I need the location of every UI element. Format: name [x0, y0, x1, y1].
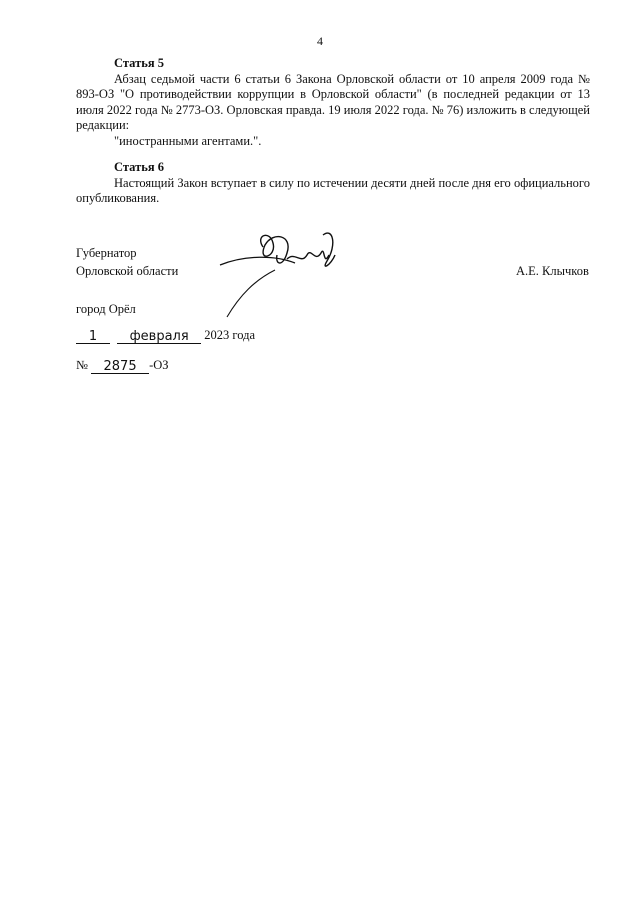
article-6-text: Настоящий Закон вступает в силу по истечении десяти дней после дня его официального опубликования. [76, 175, 590, 205]
governor-name: А.Е. Клычков [516, 264, 589, 278]
signing-date [76, 326, 255, 344]
date-month: февраля [129, 329, 189, 344]
governor-title-line2: Орловской области [76, 264, 179, 278]
place-of-signing: город Орёл [76, 302, 136, 316]
number-prefix: № [76, 358, 88, 372]
article-6-heading: Статья 6 [114, 160, 164, 174]
date-day-field [76, 327, 110, 344]
date-day: 1 [88, 329, 98, 344]
law-number [76, 356, 169, 374]
article-5-quote: "иностранными агентами.". [114, 133, 262, 148]
page-number: 4 [317, 34, 323, 48]
article-5 [76, 56, 590, 149]
handwritten-signature [215, 225, 355, 320]
number-value: 2875 [103, 359, 137, 374]
number-suffix: -ОЗ [149, 358, 169, 372]
date-month-field [117, 327, 201, 344]
article-5-heading: Статья 5 [114, 56, 164, 70]
date-year: 2023 года [204, 328, 255, 342]
number-field [91, 357, 149, 374]
article-6 [76, 160, 590, 207]
governor-title-line1: Губернатор [76, 246, 137, 260]
article-5-text: Абзац седьмой части 6 статьи 6 Закона Орловской области от 10 апреля 2009 года № 893-ОЗ "О противодействии коррупции в Орловской области" (в последней редакции от 13 июля 2022 года № 2773-ОЗ. Орловская правда. 19 июля 2022 года. № 76) изложить в следующей редакции: [76, 71, 590, 132]
governor-title [76, 244, 178, 280]
